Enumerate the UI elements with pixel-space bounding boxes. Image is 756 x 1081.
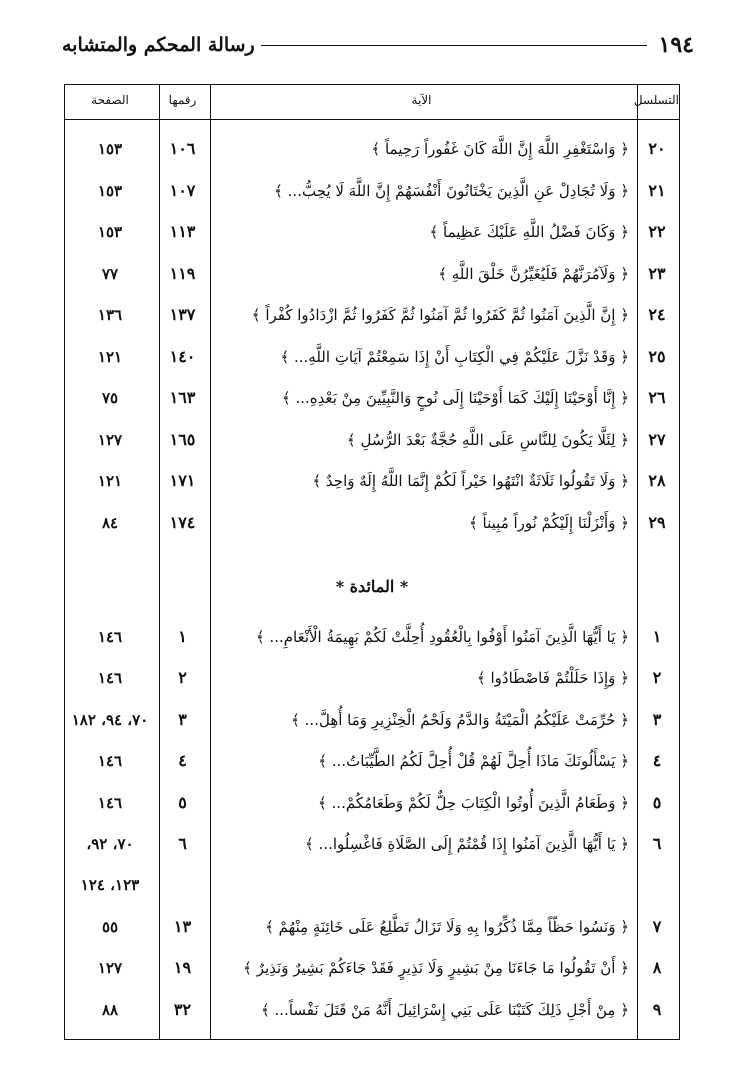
verse-number-cell: ٢ [178, 668, 187, 688]
page-cell: ١٣٦ [97, 306, 123, 324]
table-row [65, 256, 679, 292]
table-row [65, 297, 679, 333]
verse-cell: ﴿ إِنَّ الَّذِينَ آمَنُوا ثُمَّ كَفَرُوا ثُمَّ آمَنُوا ثُمَّ كَفَرُوا ثُمَّ ازْدَادُوا كُفْراً ﴾ [251, 306, 629, 324]
verse-number-cell: ١٠٦ [169, 139, 196, 158]
verse-cell: ﴿ وَطَعَامُ الَّذِينَ أُوتُوا الْكِتَابَ حِلٌّ لَكُمْ وَطَعَامُكُمْ... ﴾ [317, 793, 629, 812]
table-row [65, 826, 679, 862]
verse-number-cell: ١٦٣ [169, 388, 196, 407]
verse-cell: ﴿ يَسْأَلُونَكَ مَاذَا أُحِلَّ لَهُمْ قُلْ أُحِلَّ لَكُمُ الطَّيِّبَاتُ... ﴾ [318, 752, 629, 771]
table-row [65, 380, 679, 416]
table-row [65, 131, 679, 167]
table-row [65, 992, 679, 1028]
verse-cell: ﴿ حُرِّمَتْ عَلَيْكُمُ الْمَيْتَةُ وَالدَّمُ وَلَحْمُ الْخِنْزِيرِ وَمَا أُهِلَّ... ﴾ [291, 710, 629, 729]
table-row [65, 743, 679, 779]
serial-cell: ٤ [652, 751, 662, 771]
serial-cell: ٣ [652, 709, 662, 729]
page-cell: ٧٥ [101, 389, 119, 407]
page-cell: ١٤٦ [97, 793, 123, 812]
serial-cell: ٢٤ [648, 305, 666, 324]
verse-cell: ﴿ وَكَانَ فَضْلُ اللَّهِ عَلَيْكَ عَظِيماً ﴾ [429, 223, 629, 241]
verse-cell: ﴿ لِئَلَّا يَكُونَ لِلنَّاسِ عَلَى اللَّهِ حُجَّةٌ بَعْدَ الرُّسُلِ ﴾ [346, 430, 629, 449]
header-divider [65, 119, 679, 120]
page-cell: ٧٠، ٩٤، ١٨٢ [71, 710, 149, 729]
serial-cell: ٢٥ [648, 346, 666, 366]
page-cell: ١٢٧ [97, 959, 123, 978]
page-cell: ١٢١ [97, 472, 123, 490]
verse-number-cell: ١٣ [173, 916, 192, 936]
verse-number-cell: ١٧١ [169, 471, 196, 490]
serial-cell: ٢٨ [648, 471, 666, 490]
verse-number-cell: ١٠٧ [169, 180, 196, 200]
verse-number-cell [157, 867, 208, 903]
page-cell: ٧٠، ٩٢، [86, 835, 134, 853]
page-header [62, 30, 694, 60]
verse-cell: ﴿ وَنَسُوا حَظّاً مِمَّا ذُكِّرُوا بِهِ وَلَا تَزَالُ تَطَّلِعُ عَلَى خَائِنَةٍ مِنْهُمْ ﴾ [265, 917, 629, 936]
serial-cell: ١ [652, 627, 662, 646]
verse-index-table [64, 84, 680, 1040]
table-row [65, 909, 679, 945]
verse-cell: ﴿ وَلَا تُجَادِلْ عَنِ الَّذِينَ يَخْتَانُونَ أَنْفُسَهُمْ إِنَّ اللَّهَ لَا يُحِبُّ... ﴾ [274, 181, 629, 200]
serial-cell: ٢٩ [648, 512, 666, 532]
verse-number-cell: ٣٢ [173, 999, 192, 1019]
serial-cell: ٩ [652, 999, 662, 1019]
page-cell: ١٢٧ [97, 430, 123, 449]
serial-cell: ٢ [652, 668, 662, 688]
table-row [65, 422, 679, 458]
table-row [65, 660, 679, 696]
page-cell: ١٢٣، ١٢٤ [80, 876, 140, 895]
serial-cell: ٢٦ [648, 388, 666, 407]
table-row [65, 505, 679, 541]
page-cell: ١٥٣ [97, 181, 123, 200]
table-row [65, 867, 679, 903]
header-rule [261, 45, 647, 46]
verse-cell: ﴿ وَاسْتَغْفِرِ اللَّهَ إِنَّ اللَّهَ كَانَ غَفُوراً رَحِيماً ﴾ [371, 140, 629, 158]
page-cell: ١٤٦ [97, 669, 123, 688]
page-cell: ٨٨ [101, 1000, 119, 1019]
verse-number-cell: ١٩ [173, 958, 192, 978]
serial-cell: ٢٠ [648, 139, 666, 158]
table-row [65, 463, 679, 499]
table-row [65, 173, 679, 209]
page-cell: ١٤٦ [97, 752, 123, 771]
page-cell: ١٢١ [97, 347, 123, 366]
serial-cell: ٢٢ [648, 222, 666, 241]
verse-cell: ﴿ وَلَا تَقُولُوا ثَلَاثَةٌ انْتَهُوا خَيْراً لَكُمْ إِنَّمَا اللَّهُ إِلَهٌ وَاحِدٌ ﴾ [312, 472, 629, 490]
page-cell: ١٥٣ [97, 223, 123, 241]
verse-cell: ﴿ وَإِذَا حَلَلْتُمْ فَاصْطَادُوا ﴾ [476, 669, 629, 688]
verse-cell [208, 867, 635, 903]
verse-number-cell: ١٦٥ [169, 429, 196, 449]
page-cell: ١٤٦ [97, 628, 123, 646]
column-header-serial: التسلسل [633, 93, 679, 107]
page-cell: ٨٤ [101, 513, 119, 532]
table-row [65, 950, 679, 986]
page-cell: ٥٥ [101, 917, 119, 936]
verse-cell: ﴿ إِنَّا أَوْحَيْنَا إِلَيْكَ كَمَا أَوْحَيْنَا إِلَى نُوحٍ وَالنَّبِيِّينَ مِنْ بَعْدِهِ... ﴾ [281, 389, 629, 407]
table-row [65, 214, 679, 250]
verse-cell: ﴿ أَنْ تَقُولُوا مَا جَاءَنَا مِنْ بَشِيرٍ وَلَا نَذِيرٍ فَقَدْ جَاءَكُمْ بَشِيرٌ وَنَذِيرٌ ﴾ [243, 959, 629, 978]
verse-number-cell: ١ [178, 627, 187, 646]
verse-number-cell: ١٧٤ [169, 512, 196, 532]
verse-cell: ﴿ يَا أَيُّهَا الَّذِينَ آمَنُوا أَوْفُوا بِالْعُقُودِ أُحِلَّتْ لَكُمْ بَهِيمَةُ الْأَنْعَامِ... ﴾ [255, 628, 629, 646]
serial-cell: ٧ [652, 916, 662, 936]
column-header-page: الصفحة [91, 93, 129, 107]
page-number: ١٩٤ [658, 32, 694, 58]
verse-number-cell: ١١٣ [169, 222, 196, 241]
serial-cell: ٦ [652, 834, 662, 853]
page-cell: ١٥٣ [97, 140, 123, 158]
book-title: رسالة المحكم والمتشابه [62, 34, 255, 56]
verse-number-cell: ٤ [178, 751, 187, 771]
verse-number-cell: ١٤٠ [169, 346, 196, 366]
section-title: * المائدة * [335, 577, 409, 596]
column-header-verse: الآية [411, 93, 432, 107]
verse-cell: ﴿ وَلَآمُرَنَّهُمْ فَلَيُغَيِّرُنَّ خَلْقَ اللَّهِ ﴾ [438, 264, 629, 283]
verse-cell: ﴿ وَقَدْ نَزَّلَ عَلَيْكُمْ فِي الْكِتَابِ أَنْ إِذَا سَمِعْتُمْ آيَاتِ اللَّهِ... ﴾ [280, 347, 629, 366]
verse-number-cell: ٥ [178, 792, 187, 812]
page-cell: ٧٧ [101, 264, 119, 283]
table-row [65, 619, 679, 655]
serial-cell: ٥ [652, 792, 662, 812]
table-row [65, 702, 679, 738]
verse-number-cell: ٣ [178, 709, 187, 729]
verse-cell: ﴿ يَا أَيُّهَا الَّذِينَ آمَنُوا إِذَا قُمْتُمْ إِلَى الصَّلَاةِ فَاغْسِلُوا... ﴾ [305, 835, 629, 853]
verse-cell: ﴿ وَأَنْزَلْنَا إِلَيْكُمْ نُوراً مُبِيناً ﴾ [469, 513, 629, 532]
serial-cell: ٢٣ [648, 263, 666, 283]
table-row [65, 785, 679, 821]
verse-cell: ﴿ مِنْ أَجْلِ ذَلِكَ كَتَبْنَا عَلَى بَنِي إِسْرَائِيلَ أَنَّهُ مَنْ قَتَلَ نَفْساً... ﴾ [260, 1000, 629, 1019]
verse-number-cell: ١٣٧ [169, 305, 196, 324]
serial-cell [635, 867, 679, 903]
column-header-number: رقمها [168, 93, 197, 107]
verse-number-cell: ٦ [178, 834, 187, 853]
serial-cell: ٢١ [648, 180, 666, 200]
table-row [65, 339, 679, 375]
verse-number-cell: ١١٩ [169, 263, 196, 283]
serial-cell: ٨ [652, 958, 662, 978]
serial-cell: ٢٧ [648, 429, 666, 449]
